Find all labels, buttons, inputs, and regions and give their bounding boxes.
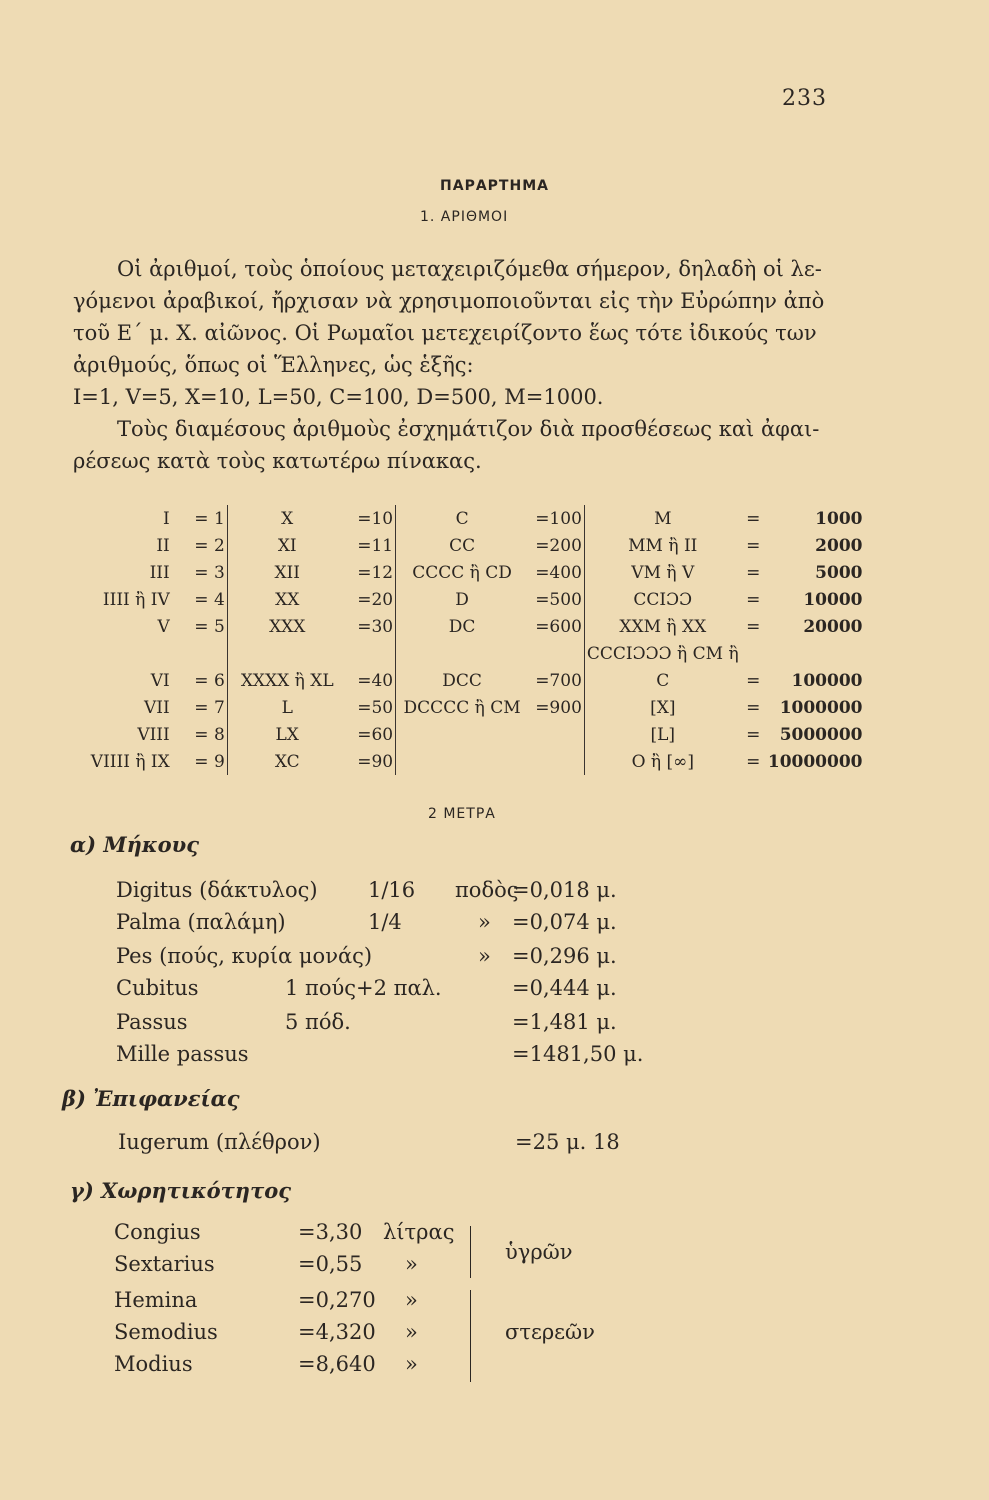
thousands-value: 1000000	[779, 697, 863, 718]
volume-unit-name: Semodius	[114, 1320, 218, 1344]
volume-unit-name: Hemina	[114, 1288, 198, 1312]
length-unit-base: »	[478, 944, 491, 968]
length-unit-value: =0,444 μ.	[512, 976, 617, 1000]
units-value: = 4	[172, 586, 228, 613]
tens-numeral: LX	[275, 724, 299, 745]
solid-brace	[470, 1290, 471, 1382]
thousands-numeral: [L]	[650, 724, 676, 745]
thousands-eq: =	[746, 670, 761, 691]
units-value: = 9	[172, 748, 228, 775]
tens-numeral: XC	[274, 751, 300, 772]
volume-unit-value: =0,270	[298, 1288, 376, 1312]
length-heading: α) Μήκους	[70, 832, 200, 857]
volume-unit-measure: »	[405, 1288, 418, 1312]
units-value: = 8	[172, 721, 228, 748]
liquid-group-label: ὑγρῶν	[505, 1240, 573, 1264]
page-number: 233	[782, 86, 827, 111]
hundreds-value: =700	[528, 667, 584, 694]
hundreds-numeral: D	[455, 589, 469, 610]
tens-value: =20	[347, 586, 396, 613]
tens-value: =11	[347, 532, 396, 559]
hundreds-value: =400	[528, 559, 584, 586]
units-value: = 6	[172, 667, 228, 694]
units-numeral: VIIII ἢ IX	[90, 751, 170, 772]
units-numeral: I	[163, 508, 170, 529]
intro-line: Τοὺς διαμέσους ἀριθμοὺς ἐσχημάτιζον διὰ προσθέσεως καὶ ἀφαι-	[117, 417, 820, 441]
area-value: =25 μ. 18	[515, 1130, 620, 1154]
volume-unit-value: =0,55	[298, 1252, 363, 1276]
numerals-row	[70, 532, 865, 559]
solid-group-label: στερεῶν	[505, 1320, 595, 1344]
thousands-value: 2000	[815, 535, 863, 556]
thousands-eq: =	[746, 508, 761, 529]
units-numeral: VII	[144, 697, 170, 718]
tens-value: =40	[347, 667, 396, 694]
numerals-row	[70, 505, 865, 532]
units-numeral: VI	[150, 670, 170, 691]
intro-line: γόμενοι ἀραβικοί, ἤρχισαν νὰ χρησιμοποιοῦνται εἰς τὴν Εὐρώπην ἀπὸ	[73, 289, 825, 313]
length-unit-base: »	[478, 910, 491, 934]
hundreds-numeral	[396, 748, 528, 775]
thousands-value: 1000	[815, 508, 863, 529]
liquid-brace	[470, 1226, 471, 1278]
volume-unit-value: =3,30	[298, 1220, 363, 1244]
thousands-numeral: C	[656, 670, 670, 691]
area-heading: β) Ἐπιφανείας	[62, 1086, 240, 1111]
thousands-value: 5000	[815, 562, 863, 583]
tens-value: =50	[347, 694, 396, 721]
volume-unit-name: Congius	[114, 1220, 201, 1244]
thousands-value: 10000000	[767, 751, 863, 772]
tens-numeral	[227, 640, 346, 667]
thousands-value: 5000000	[779, 724, 863, 745]
intro-line: Οἱ ἀριθμοί, τοὺς ὁποίους μεταχειριζόμεθα σήμερον, δηλαδὴ οἱ λε-	[117, 257, 822, 281]
volume-heading: γ) Χωρητικότητος	[70, 1178, 291, 1203]
hundreds-numeral: C	[455, 508, 469, 529]
numerals-row	[70, 559, 865, 586]
thousands-value: 10000	[803, 589, 863, 610]
length-unit-ratio: 5 πόδ.	[285, 1010, 351, 1034]
intro-line: I=1, V=5, X=10, L=50, C=100, D=500, M=1000.	[73, 385, 604, 409]
section-title-numbers: 1. ΑΡΙΘΜΟΙ	[420, 209, 509, 225]
thousands-eq	[741, 640, 766, 667]
tens-numeral: X	[281, 508, 294, 529]
length-unit-base: ποδὸς	[455, 878, 519, 902]
volume-unit-name: Sextarius	[114, 1252, 215, 1276]
length-unit-ratio: 1 πούς+2 παλ.	[285, 976, 442, 1000]
volume-unit-measure: λίτρας	[383, 1220, 455, 1244]
thousands-numeral: CCCIƆƆƆ ἢ CM ἢ	[586, 643, 739, 664]
numerals-row	[70, 694, 865, 721]
thousands-eq: =	[746, 535, 761, 556]
tens-numeral: L	[281, 697, 293, 718]
numerals-row	[70, 721, 865, 748]
intro-line: ἀριθμούς, ὅπως οἱ Ἕλληνες, ὡς ἑξῆς:	[73, 353, 474, 377]
hundreds-value: =100	[528, 505, 584, 532]
thousands-numeral: [X]	[650, 697, 676, 718]
thousands-numeral: M	[654, 508, 672, 529]
length-unit-ratio: 1/16	[368, 878, 416, 902]
units-numeral: III	[149, 562, 170, 583]
intro-paragraph	[73, 253, 865, 477]
length-unit-name: Cubitus	[116, 976, 199, 1000]
thousands-value	[766, 640, 865, 667]
length-unit-name: Mille passus	[116, 1042, 249, 1066]
tens-numeral: XI	[277, 535, 297, 556]
tens-numeral: XII	[274, 562, 300, 583]
volume-unit-measure: »	[405, 1352, 418, 1376]
units-value: = 2	[172, 532, 228, 559]
length-unit-name: Palma (παλάμη)	[116, 910, 286, 934]
units-value: = 3	[172, 559, 228, 586]
thousands-numeral: MM ἢ II	[628, 535, 698, 556]
numerals-row	[70, 613, 865, 640]
length-unit-value: =1481,50 μ.	[512, 1042, 644, 1066]
hundreds-value: =600	[528, 613, 584, 640]
units-numeral: V	[157, 616, 170, 637]
units-value: = 5	[172, 613, 228, 640]
length-unit-name: Digitus (δάκτυλος)	[116, 878, 318, 902]
units-numeral: IIII ἢ IV	[102, 589, 170, 610]
length-unit-value: =0,074 μ.	[512, 910, 617, 934]
thousands-eq: =	[746, 589, 761, 610]
thousands-numeral: XXM ἢ XX	[619, 616, 707, 637]
section-title-measures: 2 ΜΕΤΡΑ	[428, 806, 496, 822]
hundreds-numeral: DCC	[442, 670, 482, 691]
tens-numeral: XX	[275, 589, 300, 610]
units-value	[172, 640, 228, 667]
thousands-numeral: VM ἢ V	[631, 562, 695, 583]
numerals-row	[70, 586, 865, 613]
thousands-eq: =	[746, 751, 761, 772]
hundreds-value: =500	[528, 586, 584, 613]
volume-unit-measure: »	[405, 1320, 418, 1344]
units-numeral: VIII	[137, 724, 170, 745]
thousands-numeral: CCIƆƆ	[633, 589, 693, 610]
thousands-eq: =	[746, 616, 761, 637]
thousands-value: 100000	[791, 670, 863, 691]
hundreds-numeral: DCCCC ἢ CM	[403, 697, 521, 718]
length-unit-value: =0,018 μ.	[512, 878, 617, 902]
hundreds-numeral	[396, 640, 528, 667]
volume-unit-name: Modius	[114, 1352, 193, 1376]
hundreds-numeral: CC	[449, 535, 476, 556]
hundreds-numeral: CCCC ἢ CD	[412, 562, 512, 583]
length-unit-value: =0,296 μ.	[512, 944, 617, 968]
volume-unit-measure: »	[405, 1252, 418, 1276]
thousands-eq: =	[746, 724, 761, 745]
length-unit-ratio: 1/4	[368, 910, 402, 934]
hundreds-value	[528, 640, 584, 667]
length-unit-value: =1,481 μ.	[512, 1010, 617, 1034]
volume-unit-value: =4,320	[298, 1320, 376, 1344]
length-unit-name: Pes (πούς, κυρία μονάς)	[116, 944, 373, 968]
intro-line: ρέσεως κατὰ τοὺς κατωτέρω πίνακας.	[73, 449, 482, 473]
hundreds-value	[528, 721, 584, 748]
thousands-eq: =	[746, 697, 761, 718]
volume-unit-value: =8,640	[298, 1352, 376, 1376]
hundreds-value	[528, 748, 584, 775]
units-numeral	[70, 640, 172, 667]
numerals-row	[70, 667, 865, 694]
tens-numeral: XXXX ἢ XL	[240, 670, 334, 691]
units-value: = 7	[172, 694, 228, 721]
units-numeral: II	[156, 535, 170, 556]
tens-numeral: XXX	[269, 616, 306, 637]
numerals-row	[70, 640, 865, 667]
intro-line: τοῦ Ε΄ μ. Χ. αἰῶνος. Οἱ Ρωμαῖοι μετεχειρίζοντο ἕως τότε ἰδικούς των	[73, 321, 817, 345]
numerals-row	[70, 748, 865, 775]
tens-value	[347, 640, 396, 667]
tens-value: =12	[347, 559, 396, 586]
tens-value: =90	[347, 748, 396, 775]
roman-numerals-table	[70, 505, 865, 775]
thousands-eq: =	[746, 562, 761, 583]
hundreds-numeral	[396, 721, 528, 748]
units-value: = 1	[172, 505, 228, 532]
tens-value: =10	[347, 505, 396, 532]
length-unit-name: Passus	[116, 1010, 188, 1034]
hundreds-value: =900	[528, 694, 584, 721]
tens-value: =30	[347, 613, 396, 640]
tens-value: =60	[347, 721, 396, 748]
area-name: Iugerum (πλέθρον)	[118, 1130, 321, 1154]
appendix-title: ΠΑΡΑΡΤΗΜΑ	[440, 178, 549, 194]
hundreds-value: =200	[528, 532, 584, 559]
thousands-numeral: Ο ἢ [∞]	[631, 751, 694, 772]
hundreds-numeral: DC	[448, 616, 476, 637]
thousands-value: 20000	[803, 616, 863, 637]
